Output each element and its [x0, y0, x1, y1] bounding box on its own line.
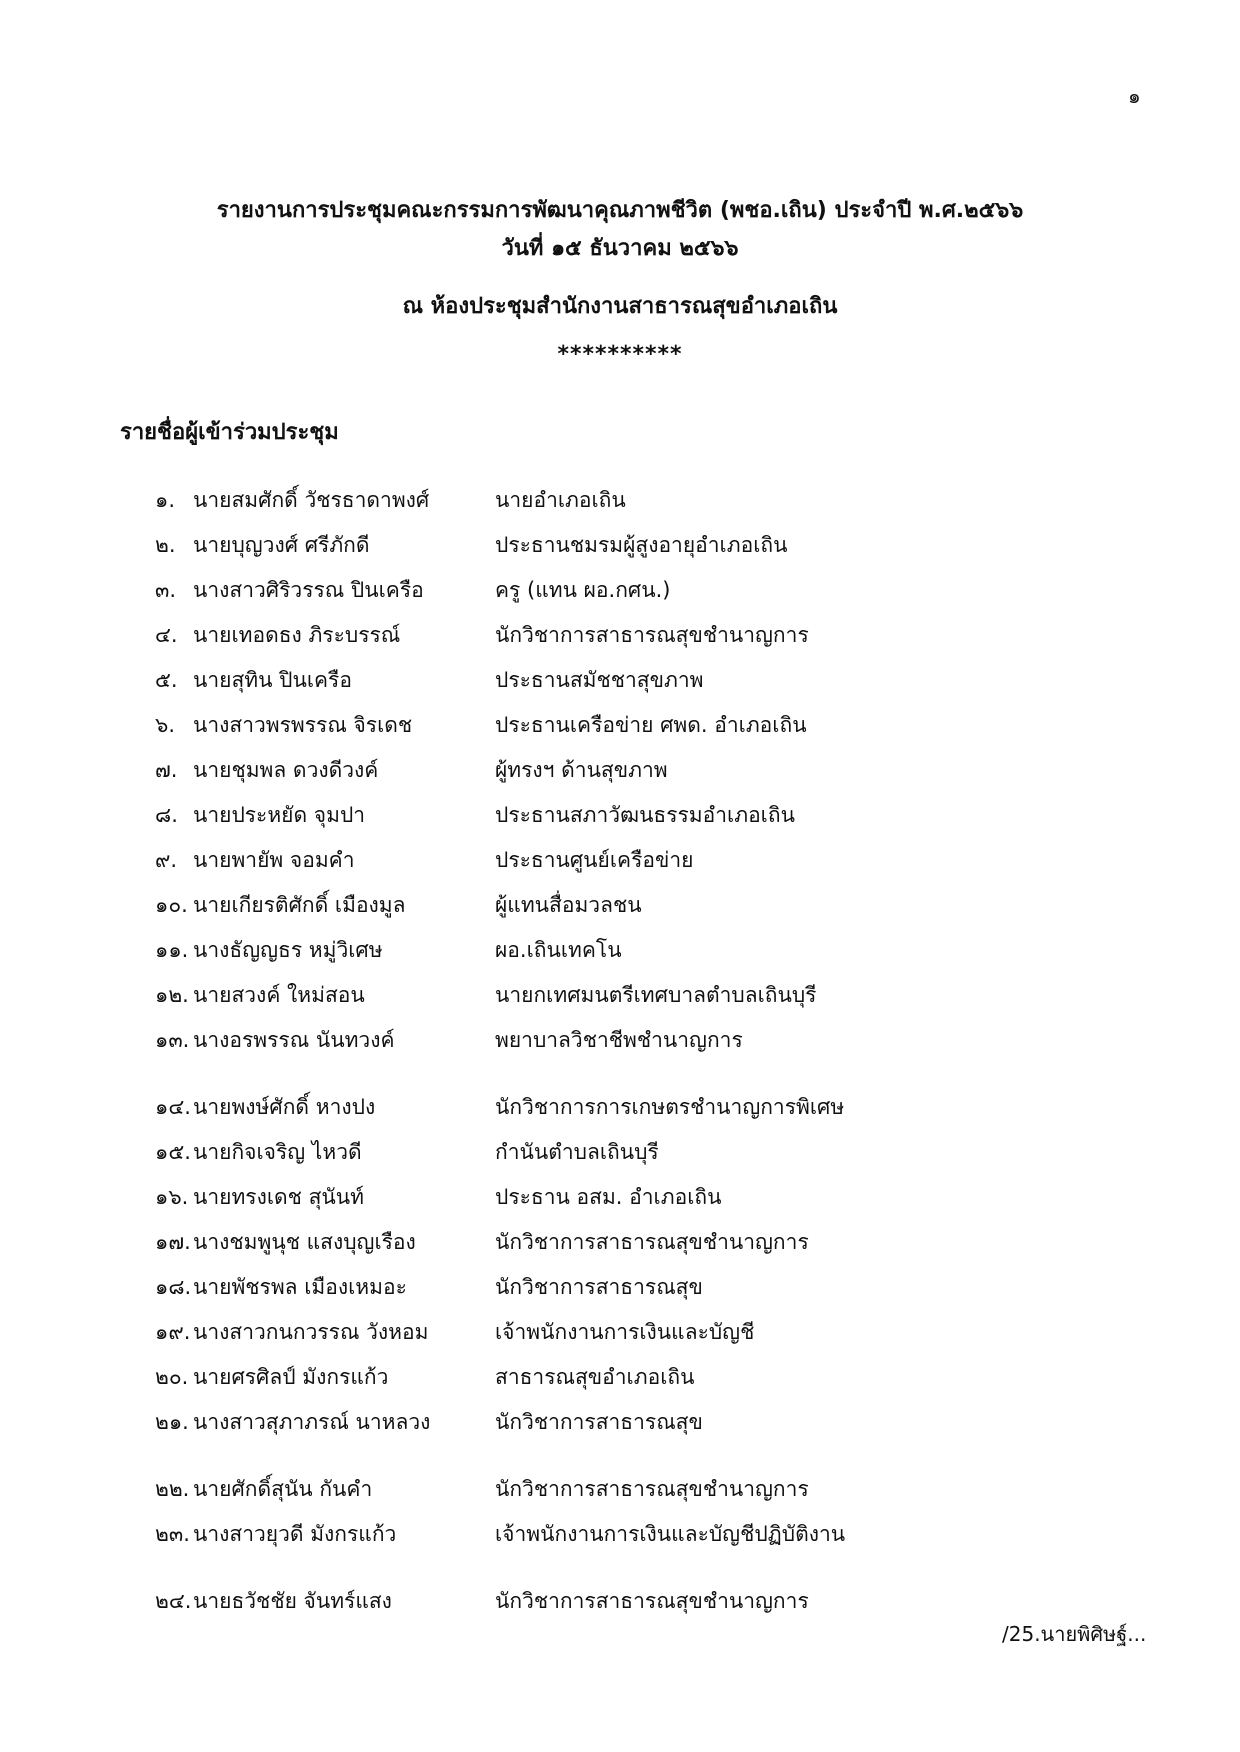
attendee-row	[155, 1018, 1055, 1063]
attendee-position: ครู (แทน ผอ.กศน.)	[495, 578, 671, 602]
attendee-number: ๕.	[155, 668, 178, 692]
attendee-position: ประธานเครือข่าย ศพด. อำเภอเถิน	[495, 713, 807, 737]
attendee-row	[155, 928, 1055, 973]
attendee-row	[155, 478, 1055, 523]
attendee-row	[155, 1579, 1055, 1624]
attendee-position: ประธานชมรมผู้สูงอายุอำเภอเถิน	[495, 533, 788, 557]
attendee-position: นายกเทศมนตรีเทศบาลตำบลเถินบุรี	[495, 983, 817, 1007]
attendee-position: ประธานสภาวัฒนธรรมอำเภอเถิน	[495, 803, 795, 827]
attendee-position: ผู้แทนสื่อมวลชน	[495, 893, 642, 917]
attendee-name: นายชุมพล ดวงดีวงค์	[193, 758, 379, 782]
attendee-row	[155, 1130, 1055, 1175]
attendee-number: ๓.	[155, 578, 177, 602]
attendee-row	[155, 568, 1055, 613]
attendee-row	[155, 748, 1055, 793]
attendee-position: นักวิชาการสาธารณสุขชำนาญการ	[495, 623, 809, 647]
attendee-number: ๗.	[155, 758, 178, 782]
separator-stars: **********	[557, 342, 683, 367]
attendee-number: ๒๐.	[155, 1365, 189, 1389]
attendee-position: นักวิชาการสาธารณสุขชำนาญการ	[495, 1477, 809, 1501]
attendee-number: ๑๕.	[155, 1140, 191, 1164]
attendee-name: นายพายัพ จอมคำ	[193, 848, 355, 872]
attendee-name: นายสุทิน ปินเครือ	[193, 668, 352, 692]
attendee-number: ๑๐.	[155, 893, 188, 917]
attendee-position: สาธารณสุขอำเภอเถิน	[495, 1365, 695, 1389]
attendee-name: นางชมพูนุช แสงบุญเรือง	[193, 1230, 416, 1254]
attendee-name: นายธวัชชัย จันทร์แสง	[193, 1589, 392, 1613]
attendee-position: นายอำเภอเถิน	[495, 488, 626, 512]
attendee-name: นายบุญวงศ์ ศรีภักดี	[193, 533, 370, 557]
attendee-number: ๑๓.	[155, 1028, 190, 1052]
attendee-name: นางสาวพรพรรณ จิรเดช	[193, 713, 413, 737]
attendee-number: ๑๗.	[155, 1230, 191, 1254]
attendee-row	[155, 523, 1055, 568]
attendee-number: ๒๑.	[155, 1410, 189, 1434]
report-title: รายงานการประชุมคณะกรรมการพัฒนาคุณภาพชีวิต (พชอ.เถิน) ประจำปี พ.ศ.๒๕๖๖	[216, 198, 1024, 223]
attendee-row	[155, 1310, 1055, 1355]
attendee-name: นายเกียรติศักดิ์ เมืองมูล	[193, 893, 406, 917]
attendee-number: ๒๓.	[155, 1522, 190, 1546]
attendee-number: ๒.	[155, 533, 176, 557]
attendee-row	[155, 1265, 1055, 1310]
attendee-number: ๑๖.	[155, 1185, 189, 1209]
attendee-row	[155, 613, 1055, 658]
attendee-row	[155, 1512, 1055, 1557]
attendee-name: นายสมศักดิ์ วัชรธาดาพงศ์	[193, 488, 430, 512]
attendee-number: ๑๘.	[155, 1275, 192, 1299]
attendee-row	[155, 703, 1055, 748]
attendee-row	[155, 793, 1055, 838]
attendee-position: นักวิชาการสาธารณสุข	[495, 1275, 703, 1299]
attendee-position: ประธานศูนย์เครือข่าย	[495, 848, 694, 872]
attendee-number: ๒๔.	[155, 1589, 192, 1613]
attendee-position: พยาบาลวิชาชีพชำนาญการ	[495, 1028, 743, 1052]
attendee-number: ๘.	[155, 803, 178, 827]
attendee-position: ประธานสมัชชาสุขภาพ	[495, 668, 704, 692]
attendee-number: ๑.	[155, 488, 176, 512]
attendee-number: ๑๒.	[155, 983, 189, 1007]
attendee-position: นักวิชาการสาธารณสุข	[495, 1410, 703, 1434]
attendee-number: ๑๙.	[155, 1320, 191, 1344]
attendee-number: ๑๔.	[155, 1095, 191, 1119]
attendee-position: ประธาน อสม. อำเภอเถิน	[495, 1185, 722, 1209]
attendee-row	[155, 973, 1055, 1018]
attendee-position: นักวิชาการสาธารณสุขชำนาญการ	[495, 1230, 809, 1254]
attendee-name: นายกิจเจริญ ไหวดี	[193, 1140, 362, 1164]
attendee-number: ๔.	[155, 623, 178, 647]
continuation-note: /25.นายพิศิษฐ์...	[1002, 1622, 1147, 1646]
attendee-position: กำนันตำบลเถินบุรี	[495, 1140, 659, 1164]
attendee-row	[155, 1175, 1055, 1220]
attendee-position: ผอ.เถินเทคโน	[495, 938, 622, 962]
attendee-row	[155, 658, 1055, 703]
attendee-name: นางสาวกนกวรรณ วังหอม	[193, 1320, 429, 1344]
attendee-name: นางธัญญธร หมู่วิเศษ	[193, 938, 383, 962]
attendee-position: ผู้ทรงฯ ด้านสุขภาพ	[495, 758, 668, 782]
attendee-name: นางสาวศิริวรรณ ปินเครือ	[193, 578, 424, 602]
attendee-number: ๖.	[155, 713, 176, 737]
attendee-name: นางสาวสุภาภรณ์ นาหลวง	[193, 1410, 431, 1434]
attendee-name: นางสาวยุวดี มังกรแก้ว	[193, 1522, 397, 1546]
attendee-name: นายพงษ์ศักดิ์ หางปง	[193, 1095, 376, 1119]
attendee-number: ๒๒.	[155, 1477, 190, 1501]
page-number: ๑	[1128, 84, 1141, 108]
attendee-position: นักวิชาการสาธารณสุขชำนาญการ	[495, 1589, 809, 1613]
meeting-date: วันที่ ๑๕ ธันวาคม ๒๕๖๖	[501, 236, 739, 261]
attendee-name: นายศักดิ์สุนัน กันคำ	[193, 1477, 373, 1501]
section-title: รายชื่อผู้เข้าร่วมประชุม	[120, 420, 339, 445]
attendee-list	[155, 478, 1055, 1624]
attendee-position: เจ้าพนักงานการเงินและบัญชี	[495, 1320, 755, 1344]
attendee-row	[155, 1355, 1055, 1400]
attendee-row	[155, 1220, 1055, 1265]
attendee-position: เจ้าพนักงานการเงินและบัญชีปฏิบัติงาน	[495, 1522, 846, 1546]
attendee-row	[155, 1467, 1055, 1512]
attendee-position: นักวิชาการการเกษตรชำนาญการพิเศษ	[495, 1095, 845, 1119]
attendee-name: นายทรงเดช สุนันท์	[193, 1185, 364, 1209]
attendee-name: นายสวงค์ ใหม่สอน	[193, 983, 365, 1007]
attendee-row	[155, 1400, 1055, 1445]
attendee-number: ๙.	[155, 848, 178, 872]
attendee-name: นายพัชรพล เมืองเหมอะ	[193, 1275, 407, 1299]
attendee-name: นางอรพรรณ นันทวงค์	[193, 1028, 395, 1052]
attendee-row	[155, 838, 1055, 883]
attendee-row	[155, 1085, 1055, 1130]
attendee-number: ๑๑.	[155, 938, 189, 962]
attendee-name: นายประหยัด จุมปา	[193, 803, 366, 827]
attendee-row	[155, 883, 1055, 928]
meeting-location: ณ ห้องประชุมสำนักงานสาธารณสุขอำเภอเถิน	[402, 294, 838, 319]
attendee-name: นายเทอดธง ภิระบรรณ์	[193, 623, 401, 647]
attendee-name: นายศรศิลป์ มังกรแก้ว	[193, 1365, 389, 1389]
